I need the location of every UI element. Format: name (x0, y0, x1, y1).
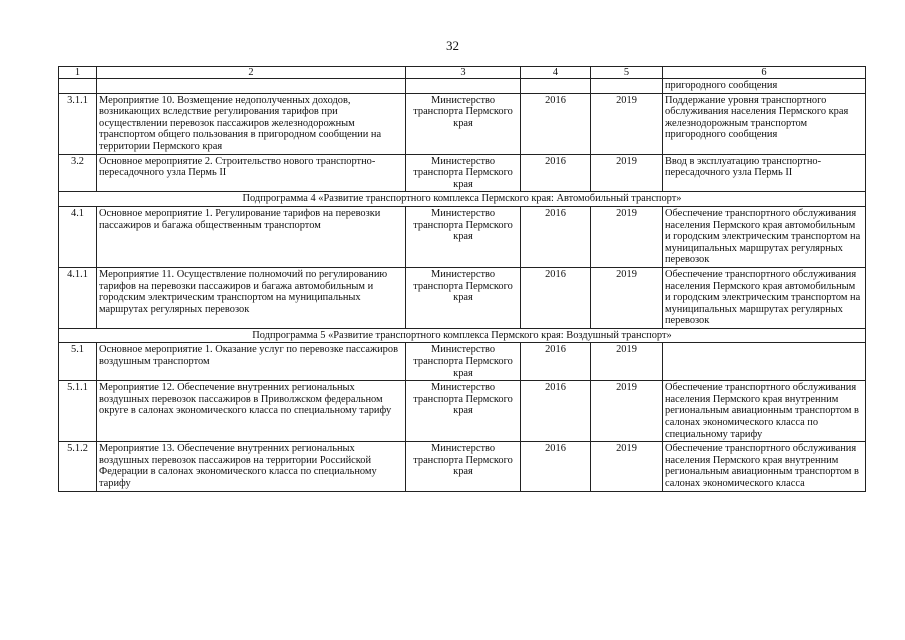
cell-activity: Основное мероприятие 1. Регулирование тарифов на перевозки пассажиров и багажа общественным транспортом (97, 206, 406, 267)
cell-number: 3.2 (59, 154, 97, 192)
header-col-2: 2 (97, 67, 406, 79)
cell-start-year: 2016 (521, 154, 591, 192)
cell-empty (406, 79, 521, 94)
table-row (59, 93, 866, 154)
cell-number: 4.1.1 (59, 267, 97, 328)
table-row (59, 381, 866, 442)
table-header-row (59, 67, 866, 79)
continuation-row (59, 79, 866, 94)
cell-number: 4.1 (59, 206, 97, 267)
cell-executor: Министерство транспорта Пермского края (406, 343, 521, 381)
cell-expected-result: Обеспечение транспортного обслуживания населения Пермского края внутренним региональным авиационным транспортом в салонах экономического класса (663, 442, 866, 491)
cell-result-continuation: пригородного сообщения (663, 79, 866, 94)
cell-start-year: 2016 (521, 267, 591, 328)
cell-empty (591, 79, 663, 94)
cell-empty (97, 79, 406, 94)
cell-executor: Министерство транспорта Пермского края (406, 206, 521, 267)
header-col-5: 5 (591, 67, 663, 79)
cell-activity: Мероприятие 11. Осуществление полномочий по регулированию тарифов на перевозки пассажиров и багажа автомобильным и городским электрическим транспортом на муниципальных маршрутах регулярных перевозок (97, 267, 406, 328)
subprogram-row (59, 192, 866, 207)
cell-number: 3.1.1 (59, 93, 97, 154)
cell-executor: Министерство транспорта Пермского края (406, 381, 521, 442)
table-body (59, 79, 866, 492)
cell-activity: Мероприятие 13. Обеспечение внутренних региональных воздушных перевозок пассажиров на территории Российской Федерации в салонах экономического класса по специальному тарифу (97, 442, 406, 491)
cell-end-year: 2019 (591, 381, 663, 442)
page-number: 32 (446, 38, 459, 53)
table-row (59, 442, 866, 491)
cell-end-year: 2019 (591, 442, 663, 491)
subprogram-row (59, 328, 866, 343)
cell-empty (59, 79, 97, 94)
cell-expected-result: Поддержание уровня транспортного обслуживания населения Пермского края железнодорожным транспортом пригородного сообщения (663, 93, 866, 154)
cell-empty (521, 79, 591, 94)
cell-end-year: 2019 (591, 206, 663, 267)
header-col-1: 1 (59, 67, 97, 79)
cell-end-year: 2019 (591, 343, 663, 381)
cell-executor: Министерство транспорта Пермского края (406, 154, 521, 192)
cell-start-year: 2016 (521, 206, 591, 267)
cell-activity: Основное мероприятие 2. Строительство нового транспортно-пересадочного узла Пермь II (97, 154, 406, 192)
table-row (59, 343, 866, 381)
subprogram-title: Подпрограмма 4 «Развитие транспортного комплекса Пермского края: Автомобильный транспорт» (59, 192, 866, 207)
cell-expected-result: Обеспечение транспортного обслуживания населения Пермского края внутренним региональным авиационным транспортом в салонах экономического класса по специальному тарифу (663, 381, 866, 442)
cell-start-year: 2016 (521, 442, 591, 491)
cell-expected-result: Ввод в эксплуатацию транспортно-пересадочного узла Пермь II (663, 154, 866, 192)
cell-start-year: 2016 (521, 93, 591, 154)
cell-number: 5.1.1 (59, 381, 97, 442)
cell-activity: Мероприятие 12. Обеспечение внутренних региональных воздушных перевозок пассажиров в Приволжском федеральном округе в салонах экономического класса по специальному тарифу (97, 381, 406, 442)
subprogram-title: Подпрограмма 5 «Развитие транспортного комплекса Пермского края: Воздушный транспорт» (59, 328, 866, 343)
header-col-3: 3 (406, 67, 521, 79)
table-row (59, 206, 866, 267)
cell-executor: Министерство транспорта Пермского края (406, 267, 521, 328)
cell-number: 5.1 (59, 343, 97, 381)
table-row (59, 267, 866, 328)
cell-executor: Министерство транспорта Пермского края (406, 93, 521, 154)
header-col-4: 4 (521, 67, 591, 79)
cell-end-year: 2019 (591, 93, 663, 154)
cell-expected-result: Обеспечение транспортного обслуживания населения Пермского края автомобильным и городским электрическим транспортом на муниципальных маршрутах регулярных перевозок (663, 206, 866, 267)
cell-executor: Министерство транспорта Пермского края (406, 442, 521, 491)
cell-end-year: 2019 (591, 154, 663, 192)
cell-number: 5.1.2 (59, 442, 97, 491)
cell-activity: Основное мероприятие 1. Оказание услуг по перевозке пассажиров воздушным транспортом (97, 343, 406, 381)
header-col-6: 6 (663, 67, 866, 79)
cell-expected-result (663, 343, 866, 381)
cell-activity: Мероприятие 10. Возмещение недополученных доходов, возникающих вследствие регулирования тарифов при осуществлении перевозок пассажиров железнодорожным транспортом общего пользования в пригородном сообщении на территории Пермского края (97, 93, 406, 154)
table-row (59, 154, 866, 192)
cell-start-year: 2016 (521, 343, 591, 381)
cell-expected-result: Обеспечение транспортного обслуживания населения Пермского края автомобильным и городским электрическим транспортом на муниципальных маршрутах регулярных перевозок (663, 267, 866, 328)
cell-end-year: 2019 (591, 267, 663, 328)
program-activities-table (58, 66, 866, 492)
cell-start-year: 2016 (521, 381, 591, 442)
